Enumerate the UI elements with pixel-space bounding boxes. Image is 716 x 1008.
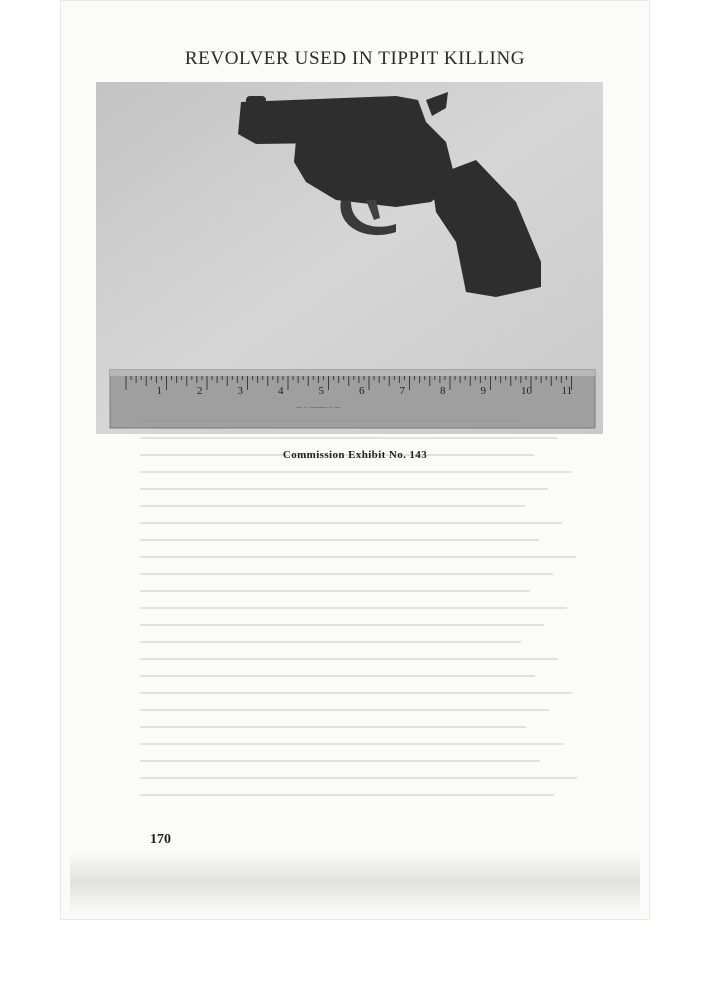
bleed-line (140, 760, 540, 762)
ruler-number: 2 (197, 385, 203, 397)
exhibit-photo (96, 82, 603, 434)
ruler-number: 3 (237, 385, 243, 397)
scan-smudge (70, 852, 640, 912)
ruler-imprint: — ·· ——— ·· — (296, 405, 340, 411)
bleed-line (140, 573, 553, 575)
bleed-line (140, 522, 562, 524)
page-title: REVOLVER USED IN TIPPIT KILLING (184, 48, 526, 69)
bleed-line (140, 539, 539, 541)
ruler-number: 9 (480, 385, 486, 397)
ruler-number: 8 (440, 385, 446, 397)
figure-caption: Commission Exhibit No. 143 (282, 449, 428, 461)
bleed-line (140, 658, 558, 660)
bleed-line (140, 607, 567, 609)
ruler-number: 7 (399, 385, 405, 397)
bleed-line (140, 726, 526, 728)
bleed-line (140, 505, 525, 507)
bleed-line (140, 590, 530, 592)
ruler-number: 10 (521, 385, 532, 397)
ruler-number: 11 (561, 385, 573, 397)
bleed-line (140, 641, 521, 643)
bleed-line (140, 488, 548, 490)
document-page (60, 0, 650, 920)
bleed-through-text (140, 420, 580, 810)
bleed-line (140, 709, 549, 711)
bleed-line (140, 743, 563, 745)
bleed-line (140, 692, 572, 694)
bleed-line (140, 624, 544, 626)
bleed-line (140, 420, 520, 422)
bleed-line (140, 556, 576, 558)
ruler-number: 5 (318, 385, 324, 397)
bleed-line (140, 675, 535, 677)
ruler-number: 4 (278, 385, 284, 397)
page-number: 170 (150, 832, 171, 847)
bleed-line (140, 794, 554, 796)
revolver-photo (96, 82, 603, 434)
ruler-number: 6 (359, 385, 365, 397)
bleed-line (140, 777, 577, 779)
bleed-line (140, 437, 557, 439)
bleed-line (140, 471, 571, 473)
ruler-number: 1 (156, 385, 162, 397)
